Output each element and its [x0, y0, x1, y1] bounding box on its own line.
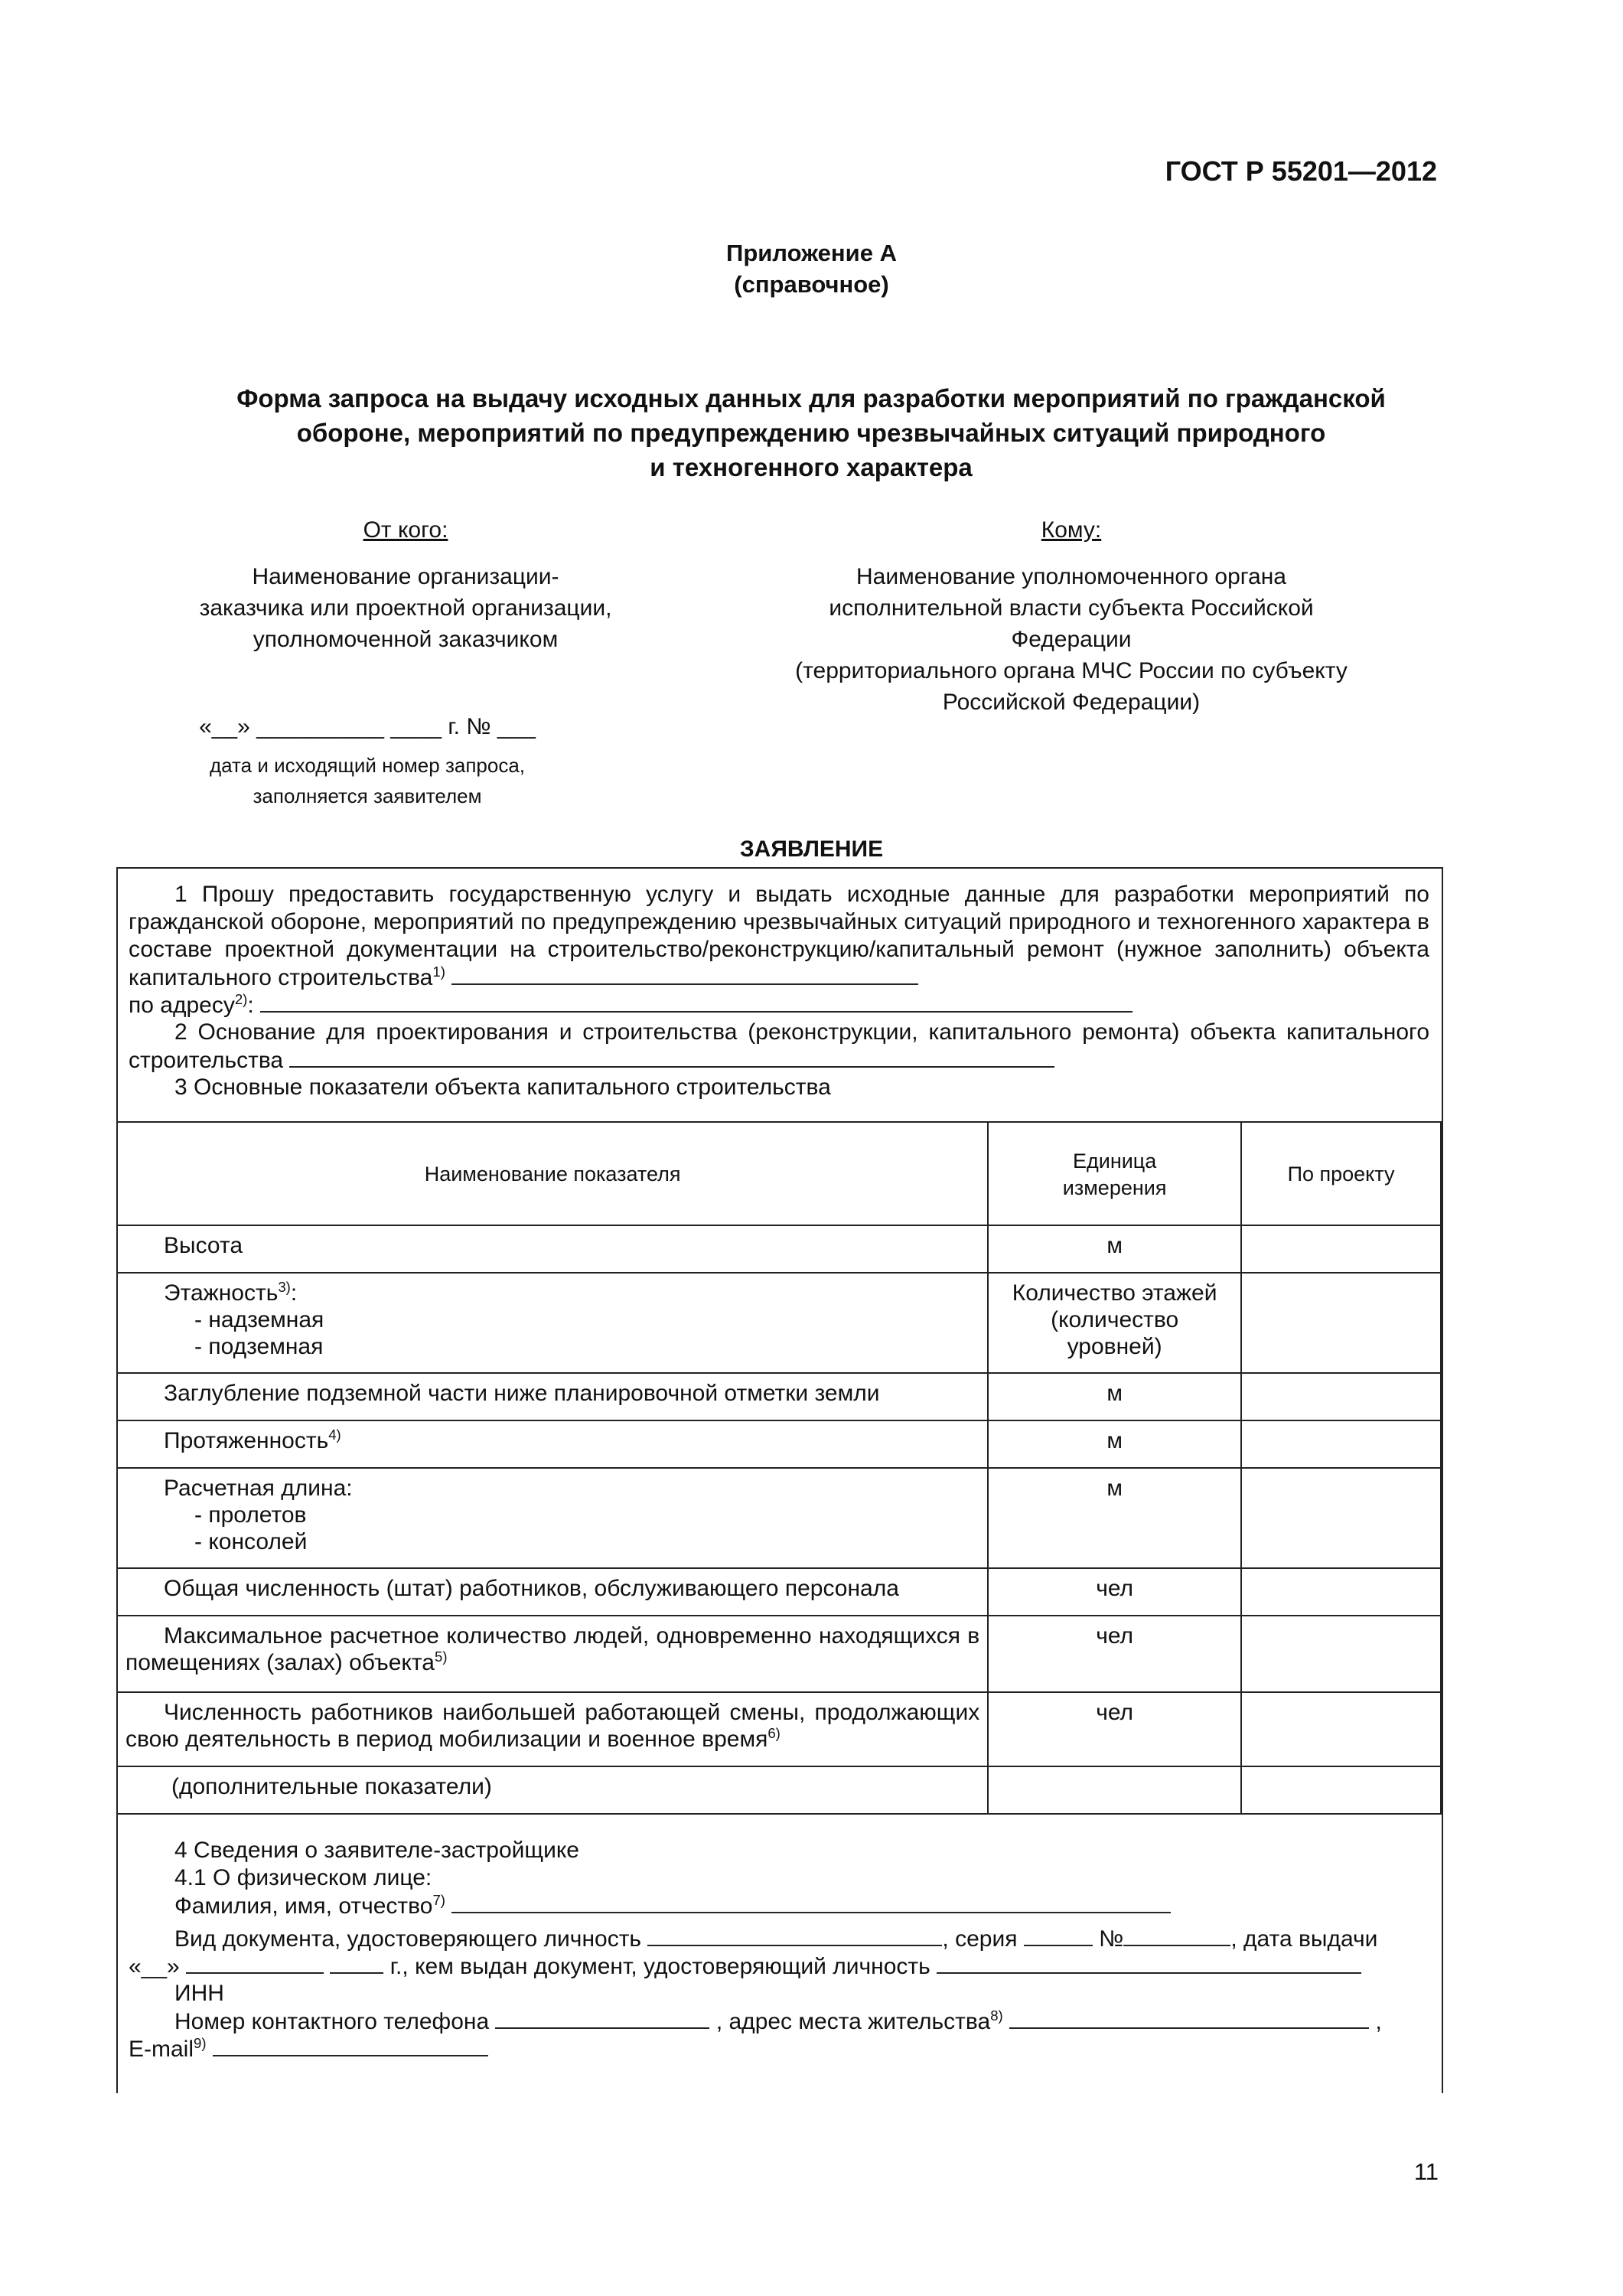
address-line [129, 991, 1429, 1019]
row-sub-item: - консолей [194, 1529, 308, 1554]
row-project-cell[interactable] [1241, 1420, 1441, 1468]
issue-date-label: , дата выдачи [1230, 1926, 1378, 1952]
recipient-text: (территориального органа МЧС России по субъекту [795, 658, 1348, 683]
fio-line [129, 1892, 1429, 1920]
footnote-ref: 2) [234, 991, 248, 1007]
footnote-ref: 5) [434, 1649, 448, 1665]
request-date-line: «__» __________ ____ г. № ___ [199, 714, 536, 739]
sender-text: Наименование организации- [252, 564, 559, 589]
document-code: ГОСТ Р 55201—2012 [1165, 155, 1437, 187]
row-unit: чел [988, 1692, 1241, 1766]
residence-address-field[interactable] [1009, 2007, 1369, 2029]
footnote-ref: 1) [432, 964, 445, 980]
row-project-cell[interactable] [1241, 1692, 1441, 1766]
page-number: 11 [1413, 2158, 1439, 2185]
sender-text: уполномоченной заказчиком [253, 627, 559, 652]
row-project-cell[interactable] [1241, 1373, 1441, 1420]
issue-month-field[interactable] [186, 1952, 324, 1974]
statement-paragraph-2 [129, 1019, 1429, 1075]
paragraph-text: 3 Основные показатели объекта капитального строительства [174, 1075, 831, 1100]
appendix-type: (справочное) [734, 271, 889, 298]
row-unit: чел [988, 1568, 1241, 1616]
row-unit [988, 1273, 1241, 1373]
row-name-text: Расчетная длина: [164, 1476, 353, 1501]
footnote-ref: 3) [278, 1279, 291, 1295]
address-label: по адресу [129, 993, 235, 1018]
row-unit: м [988, 1468, 1241, 1568]
number-label: № [1099, 1926, 1124, 1952]
header-project: По проекту [1241, 1122, 1441, 1225]
statement-frame [116, 867, 1443, 2093]
recipient-text: Российской Федерации) [942, 690, 1201, 715]
sender-text: заказчика или проектной организации, [199, 595, 612, 621]
email-label: E-mail [129, 2037, 194, 2062]
row-name: Общая численность (штат) работников, обслуживающего персонала [117, 1568, 988, 1616]
header-name: Наименование показателя [117, 1122, 988, 1225]
footnote-ref: 4) [328, 1427, 341, 1443]
recipient-text: Наименование уполномоченного органа [855, 564, 1286, 589]
table-header-row [117, 1122, 1441, 1225]
basis-field[interactable] [289, 1046, 1054, 1068]
phone-label: Номер контактного телефона [174, 2009, 490, 2034]
table-row [117, 1373, 1441, 1420]
row-project-cell[interactable] [1241, 1766, 1441, 1814]
sender-heading: От кого: [363, 517, 448, 543]
appendix-label: Приложение А [726, 240, 897, 266]
row-name: (дополнительные показатели) [117, 1766, 988, 1814]
paragraph-text: 1 Прошу предоставить государственную услугу и выдать исходные данные для разработки мероприятий по гражданской обороне, мероприятий по предупреждению чрезвычайных ситуаций природного и техногенного характера в составе проектной документации на строительство/реконструкцию/капитальный ремонт (нужное заполнить) объекта капитального строительства [129, 882, 1429, 990]
row-project-cell[interactable] [1241, 1616, 1441, 1692]
email-field[interactable] [213, 2035, 488, 2056]
row-project-cell[interactable] [1241, 1468, 1441, 1568]
footnote-ref: 6) [768, 1725, 781, 1741]
form-title-line: и техногенного характера [650, 453, 973, 481]
date-note-line: дата и исходящий номер запроса, [209, 754, 526, 777]
applicant-heading [129, 1837, 1429, 1864]
row-name [117, 1420, 988, 1468]
id-document-line [129, 1925, 1429, 1953]
row-unit: м [988, 1420, 1241, 1468]
paragraph-text: 4.1 О физическом лице: [174, 1865, 432, 1890]
phone-field[interactable] [495, 2007, 709, 2029]
table-row [117, 1273, 1441, 1373]
table-row [117, 1568, 1441, 1616]
issued-by-label: г., кем выдан документ, удостоверяющий личность [389, 1954, 930, 1979]
request-date-note [153, 750, 582, 811]
row-project-cell[interactable] [1241, 1273, 1441, 1373]
comma: , [1375, 2009, 1382, 2034]
row-name-text: Максимальное расчетное количество людей, одновременно находящихся в помещениях (залах) объекта [125, 1623, 980, 1675]
date-note-line: заполняется заявителем [253, 784, 482, 807]
footnote-ref: 9) [194, 2035, 207, 2051]
form-title-line: обороне, мероприятий по предупреждению чрезвычайных ситуаций природного [296, 419, 1326, 447]
colon: : [247, 993, 254, 1018]
row-sub-item: - пролетов [194, 1502, 307, 1528]
row-name: Высота [117, 1225, 988, 1273]
series-label: , серия [942, 1926, 1018, 1952]
inn-label: ИНН [174, 1981, 224, 2006]
header-unit-line: Единица [1072, 1149, 1157, 1172]
row-sub-item: - надземная [194, 1307, 324, 1332]
footnote-ref: 7) [432, 1892, 446, 1908]
row-name-text: Этажность [164, 1280, 279, 1306]
table-row [117, 1420, 1441, 1468]
statement-heading: ЗАЯВЛЕНИЕ [739, 837, 884, 862]
id-document-type-field[interactable] [647, 1925, 942, 1946]
recipient-text: исполнительной власти субъекта Российской [829, 595, 1314, 621]
row-name [117, 1273, 988, 1373]
indicators-table [116, 1121, 1442, 1815]
table-row [117, 1468, 1441, 1568]
contact-line [129, 2007, 1429, 2036]
row-project-cell[interactable] [1241, 1568, 1441, 1616]
row-name [117, 1692, 988, 1766]
colon: : [290, 1280, 298, 1306]
footnote-ref: 8) [990, 2007, 1003, 2024]
paragraph-text: 2 Основание для проектирования и строительства (реконструкции, капитального ремонта) объекта капитального строительства [129, 1019, 1429, 1073]
row-unit-line: (количество [1051, 1307, 1179, 1332]
recipient-text: Федерации [1011, 627, 1132, 652]
row-name: Заглубление подземной части ниже планировочной отметки земли [117, 1373, 988, 1420]
address-label: , адрес места жительства [715, 2009, 991, 2034]
form-title [115, 381, 1507, 484]
row-name [117, 1616, 988, 1692]
table-row [117, 1692, 1441, 1766]
recipient-heading: Кому: [1041, 517, 1102, 543]
row-name-text: Протяженность [164, 1428, 329, 1453]
issued-by-field[interactable] [937, 1952, 1361, 1974]
issue-year-field[interactable] [330, 1952, 383, 1974]
issue-day-label: «__» [129, 1954, 180, 1979]
table-row [117, 1616, 1441, 1692]
recipient-block [735, 514, 1408, 718]
appendix-title [0, 237, 1623, 300]
issued-by-line [129, 1952, 1429, 1981]
row-unit: м [988, 1225, 1241, 1273]
header-unit-line: измерения [1062, 1176, 1167, 1199]
form-title-line: Форма запроса на выдачу исходных данных для разработки мероприятий по гражданской [236, 384, 1386, 413]
row-unit: чел [988, 1616, 1241, 1692]
header-unit [988, 1122, 1241, 1225]
applicant-subheading [129, 1864, 1429, 1892]
inn-line [129, 1980, 1429, 2007]
address-field[interactable] [260, 991, 1133, 1013]
id-document-label: Вид документа, удостоверяющего личность [174, 1926, 642, 1952]
number-field[interactable] [1123, 1925, 1230, 1946]
row-unit: м [988, 1373, 1241, 1420]
row-project-cell[interactable] [1241, 1225, 1441, 1273]
series-field[interactable] [1024, 1925, 1093, 1946]
table-row [117, 1225, 1441, 1273]
row-unit-cell[interactable] [988, 1766, 1241, 1814]
row-sub-item: - подземная [194, 1334, 324, 1359]
fio-label: Фамилия, имя, отчество [174, 1893, 433, 1919]
table-row [117, 1766, 1441, 1814]
object-name-field[interactable] [451, 964, 918, 985]
paragraph-text: 4 Сведения о заявителе-застройщике [174, 1838, 579, 1863]
statement-paragraph-3 [129, 1074, 1429, 1101]
row-unit-line: Количество этажей [1012, 1280, 1217, 1306]
row-name-text: Численность работников наибольшей работающей смены, продолжающих свою деятельность в период мобилизации и военное время [125, 1700, 980, 1752]
email-line [129, 2035, 1429, 2063]
row-name [117, 1468, 988, 1568]
statement-paragraph-1 [129, 881, 1429, 992]
fio-field[interactable] [451, 1892, 1171, 1913]
row-unit-line: уровней) [1067, 1334, 1162, 1359]
sender-block [138, 514, 673, 655]
